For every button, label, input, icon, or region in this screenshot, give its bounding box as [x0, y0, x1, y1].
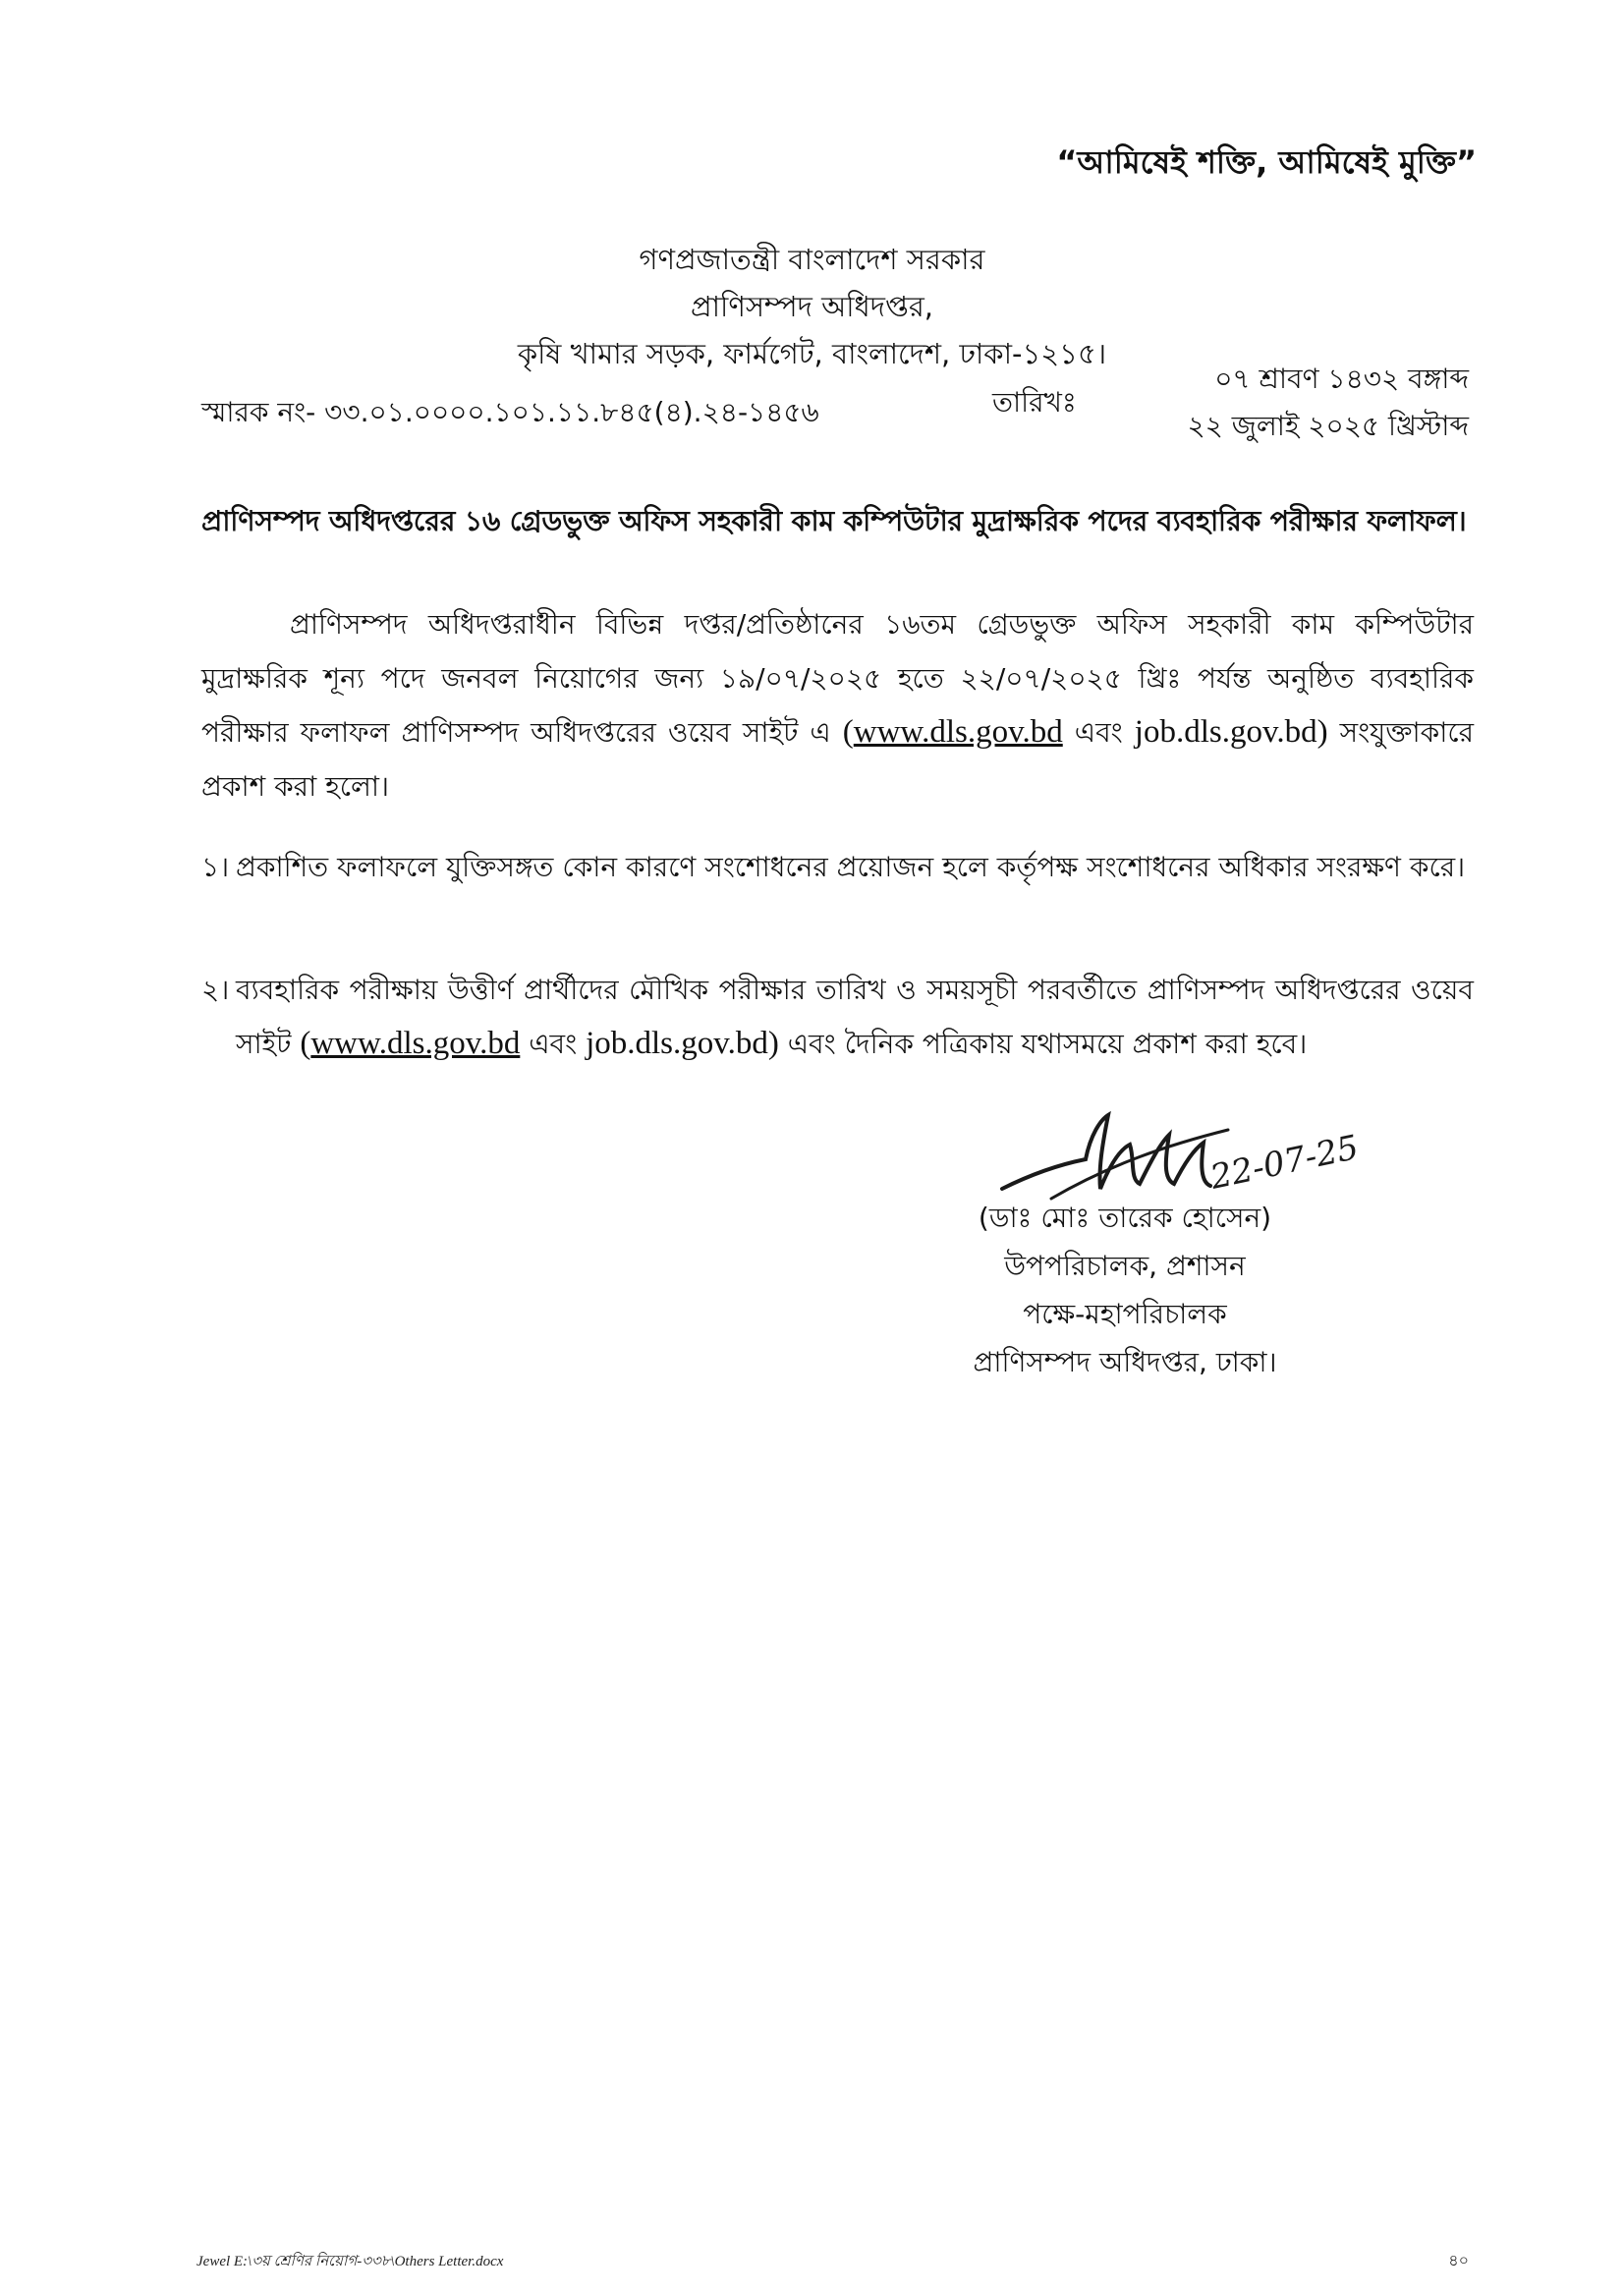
website-link[interactable]: www.dls.gov.bd [310, 1026, 521, 1061]
memo-number: স্মারক নং- ৩৩.০১.০০০০.১০১.১১.৮৪৫(৪).২৪-১৪৫৬ [201, 396, 819, 428]
body-connector: এবং [1062, 716, 1135, 749]
list-item-number: ২। [201, 974, 230, 1006]
date-label: তারিখঃ [992, 386, 1077, 419]
list-item [201, 963, 1474, 1071]
date-bangla: ০৭ শ্রাবণ ১৪৩২ বঙ্গাব্দ [1214, 363, 1469, 395]
signature-date: 22-07-25 [1206, 1127, 1363, 1198]
signatory-designation: উপপরিচালক, প্রশাসন [1004, 1250, 1246, 1282]
department-name: প্রাণিসম্পদ অধিদপ্তর, [690, 290, 933, 323]
signatory-office: প্রাণিসম্পদ অধিদপ্তর, ঢাকা। [973, 1346, 1277, 1378]
government-name: গণপ্রজাতন্ত্রী বাংলাদেশ সরকার [639, 243, 985, 276]
date-block [1187, 356, 1469, 450]
list-item-number: ১। [201, 851, 230, 883]
body-text-end: সংযুক্তাকারে প্রকাশ করা হলো। [201, 716, 1474, 803]
subject-line: প্রাণিসম্পদ অধিদপ্তরের ১৬ গ্রেডভুক্ত অফিস সহকারী কাম কম্পিউটার মুদ্রাক্ষরিক পদের ব্যবহারিক পরীক্ষার ফলাফল। [201, 505, 1467, 537]
job-website-link[interactable]: job.dls.gov.bd) [1134, 714, 1328, 750]
job-website-link[interactable]: job.dls.gov.bd) [586, 1026, 779, 1061]
signatory-name: (ডাঃ মোঃ তারেক হোসেন) [978, 1202, 1272, 1234]
url-open-paren: ( [300, 1026, 311, 1061]
date-english: ২২ জুলাই ২০২৫ খ্রিস্টাব্দ [1187, 410, 1469, 442]
department-address: কৃষি খামার সড়ক, ফার্মগেট, বাংলাদেশ, ঢাকা-১২১৫। [517, 337, 1107, 370]
body-text-start: প্রাণিসম্পদ অধিদপ্তরাধীন বিভিন্ন দপ্তর/প্রতিষ্ঠানের ১৬তম গ্রেডভুক্ত অফিস সহকারী কাম কম্পিউটার মুদ্রাক্ষরিক শূন্য পদে জনবল নিয়োগের জন্য ১৯/০৭/২০২৫ হতে ২২/০৭/২০২৫ খ্রিঃ পর্যন্ত অনুষ্ঠিত ব্যবহারিক পরীক্ষার ফলাফল প্রাণিসম্পদ অধিদপ্তরের ওয়েব সাইট এ [201, 608, 1474, 749]
motto: “আমিষেই শক্তি, আমিষেই মুক্তি” [1056, 143, 1477, 181]
list-item-text [236, 963, 1474, 1071]
signatory-on-behalf: পক্ষে-মহাপরিচালক [1023, 1298, 1227, 1330]
website-link[interactable]: www.dls.gov.bd [853, 714, 1063, 750]
signatory-block [914, 1194, 1336, 1386]
page-number: ৪০ [1448, 2251, 1469, 2269]
list-item [201, 840, 1474, 894]
footer-file-path: Jewel E:\৩য় শ্রেণির নিয়োগ-৩৩৮\Others Letter.docx [196, 2254, 504, 2269]
body-paragraph [201, 597, 1474, 813]
list-item-text-end: এবং দৈনিক পত্রিকায় যথাসময়ে প্রকাশ করা হবে। [778, 1028, 1308, 1060]
list-item-connector: এবং [520, 1028, 587, 1060]
url-open-paren: ( [842, 714, 854, 750]
list-item-text: প্রকাশিত ফলাফলে যুক্তিসঙ্গত কোন কারণে সংশোধনের প্রয়োজন হলে কর্তৃপক্ষ সংশোধনের অধিকার সংরক্ষণ করে। [236, 851, 1466, 883]
list-item-text-start: ব্যবহারিক পরীক্ষায় উত্তীর্ণ প্রার্থীদের মৌখিক পরীক্ষার তারিখ ও সময়সূচী পরবর্তীতে প্রাণিসম্পদ অধিদপ্তরের ওয়েব সাইট [236, 974, 1474, 1060]
